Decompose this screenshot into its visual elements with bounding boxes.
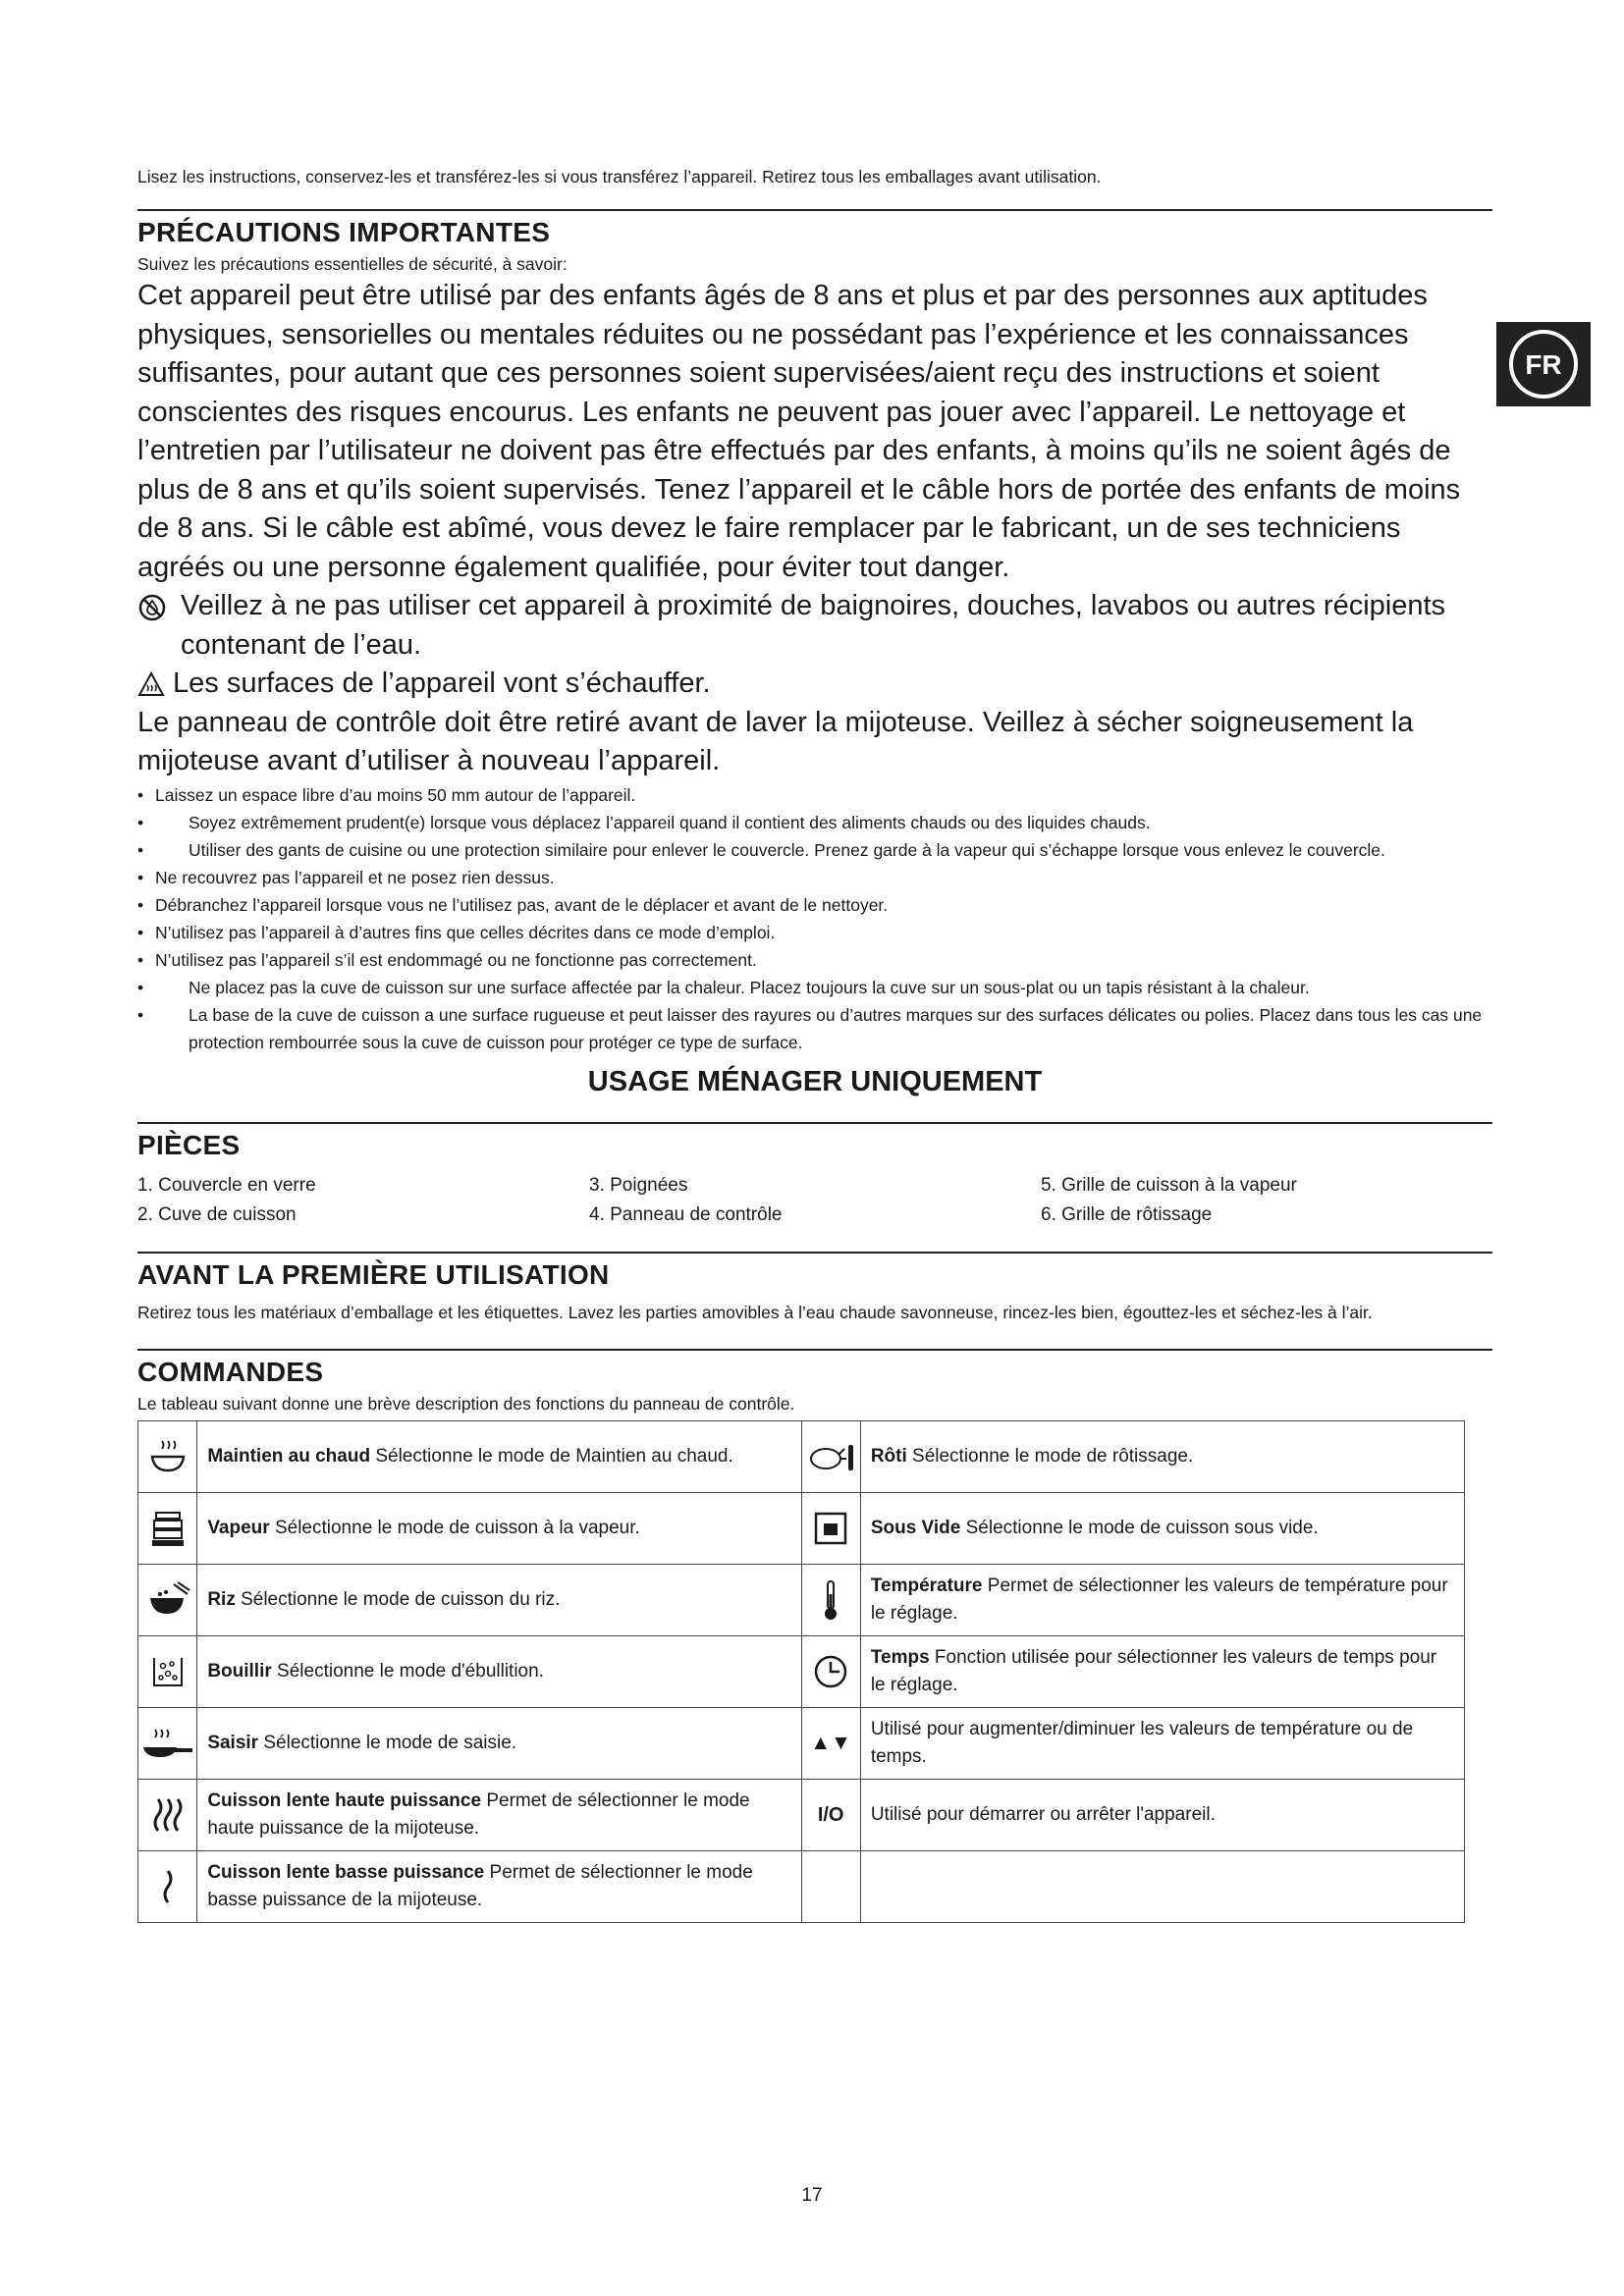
heat-high-icon <box>138 1779 197 1850</box>
panel-note: Le panneau de contrôle doit être retiré avant de laver la mijoteuse. Veillez à sécher soigneusement la mijoteuse avant d’utiliser à nouveau l’appareil. <box>137 706 1414 776</box>
household-use-heading: USAGE MÉNAGER UNIQUEMENT <box>587 1065 1043 1097</box>
part-item: 4. Panneau de contrôle <box>589 1203 783 1225</box>
control-description: Vapeur Sélectionne le mode de cuisson à la vapeur. <box>197 1492 801 1564</box>
list-item: • Soyez extrêmement prudent(e) lorsque vous déplacez l’appareil quand il contient des aliments chauds ou des liquides chauds. <box>137 809 1492 836</box>
heat-low-icon <box>138 1850 197 1922</box>
list-item: • N’utilisez pas l’appareil à d’autres fins que celles décrites dans ce mode d’emploi. <box>137 919 1492 946</box>
control-description: Cuisson lente haute puissance Permet de sélectionner le mode haute puissance de la mijoteuse. <box>197 1779 801 1850</box>
intro-text: Lisez les instructions, conservez-les et transférez-les si vous transférez l’appareil. Retirez tous les emballages avant utilisation. <box>137 167 1102 187</box>
control-description: Temps Fonction utilisée pour sélectionner les valeurs de temps pour le réglage. <box>860 1635 1464 1707</box>
avant-text: Retirez tous les matériaux d’emballage et les étiquettes. Lavez les parties amovibles à l’eau chaude savonneuse, rincez-les bien, égouttez-les et séchez-les à l’air. <box>137 1302 1373 1322</box>
precautions-list <box>137 781 1492 1056</box>
precautions-subtitle: Suivez les précautions essentielles de sécurité, à savoir: <box>137 254 568 274</box>
list-item: • La base de la cuve de cuisson a une surface rugueuse et peut laisser des rayures ou d’autres marques sur des surfaces délicates ou polies. Placez dans tous les cas une protection rembourrée sous la cuve de cuisson pour protéger ce type de surface. <box>137 1001 1492 1056</box>
table-row <box>138 1420 1465 1492</box>
control-description: Utilisé pour augmenter/diminuer les valeurs de température ou de temps. <box>860 1707 1464 1779</box>
control-description: Cuisson lente basse puissance Permet de sélectionner le mode basse puissance de la mijoteuse. <box>197 1850 801 1922</box>
part-item: 5. Grille de cuisson à la vapeur <box>1041 1174 1297 1196</box>
control-description: Bouillir Sélectionne le mode d'ébullition. <box>197 1635 801 1707</box>
water-warning-text: Veillez à ne pas utiliser cet appareil à proximité de baignoires, douches, lavabos ou autres récipients contenant de l’eau. <box>181 590 1446 661</box>
list-item: • Utiliser des gants de cuisine ou une protection similaire pour enlever le couvercle. Prenez garde à la vapeur qui s’échappe lorsque vous enlevez le couvercle. <box>137 836 1492 864</box>
pieces-title: PIÈCES <box>137 1122 1492 1161</box>
boil-icon <box>138 1635 197 1707</box>
controls-table <box>137 1420 1465 1923</box>
empty-cell <box>860 1850 1464 1922</box>
clock-icon <box>801 1635 860 1707</box>
page-number: 17 <box>801 2185 823 2206</box>
part-item: 1. Couvercle en verre <box>137 1174 316 1196</box>
commandes-subtitle: Le tableau suivant donne une brève description des fonctions du panneau de contrôle. <box>137 1393 795 1414</box>
control-description: Saisir Sélectionne le mode de saisie. <box>197 1707 801 1779</box>
control-description: Maintien au chaud Sélectionne le mode de Maintien au chaud. <box>197 1420 801 1492</box>
table-row <box>138 1707 1465 1779</box>
fr-circle-icon <box>1507 328 1580 400</box>
avant-title: AVANT LA PREMIÈRE UTILISATION <box>137 1252 1492 1291</box>
part-item: 6. Grille de rôtissage <box>1041 1203 1213 1225</box>
power-icon: I/O <box>801 1779 860 1850</box>
document-page <box>137 167 1492 1923</box>
table-row <box>138 1564 1465 1635</box>
badge-text: FR <box>1525 349 1562 380</box>
part-item: 2. Cuve de cuisson <box>137 1203 297 1225</box>
no-water-icon <box>137 587 181 622</box>
hot-warning-text: Les surfaces de l’appareil vont s’échauffer. <box>173 667 711 699</box>
water-warning <box>137 587 1492 665</box>
list-item: • Débranchez l’appareil lorsque vous ne l’utilisez pas, avant de le déplacer et avant de le nettoyer. <box>137 891 1492 919</box>
roast-icon <box>801 1420 860 1492</box>
table-row <box>138 1492 1465 1564</box>
control-description: Rôti Sélectionne le mode de rôtissage. <box>860 1420 1464 1492</box>
list-item: • Ne placez pas la cuve de cuisson sur une surface affectée par la chaleur. Placez toujours la cuve sur un sous-plat ou un tapis résistant à la chaleur. <box>137 974 1492 1001</box>
bowl-warm-icon <box>138 1420 197 1492</box>
commandes-title: COMMANDES <box>137 1349 1492 1388</box>
control-description: Sous Vide Sélectionne le mode de cuisson sous vide. <box>860 1492 1464 1564</box>
table-row <box>138 1850 1465 1922</box>
rice-bowl-icon <box>138 1564 197 1635</box>
pan-icon <box>138 1707 197 1779</box>
parts-list <box>137 1171 1492 1230</box>
steamer-icon <box>138 1492 197 1564</box>
list-item: • Laissez un espace libre d’au moins 50 mm autour de l’appareil. <box>137 781 1492 809</box>
hot-surface-icon <box>137 665 173 697</box>
control-description: Riz Sélectionne le mode de cuisson du riz. <box>197 1564 801 1635</box>
precautions-title: PRÉCAUTIONS IMPORTANTES <box>137 209 1492 248</box>
precautions-paragraph: Cet appareil peut être utilisé par des enfants âgés de 8 ans et plus et par des personnes aux aptitudes physiques, sensorielles ou mentales réduites ou ne possédant pas l’expérience et les connaissances suffisantes, pour autant que ces personnes soient supervisées/aient reçu des instructions et soient conscientes des risques encourus. Les enfants ne peuvent pas jouer avec l’appareil. Le nettoyage et l’entretien par l’utilisateur ne doivent pas être effectués par des enfants, à moins qu’ils ne soient âgés de plus de 8 ans et qu’ils soient supervisés. Tenez l’appareil et le câble hors de portée des enfants de moins de 8 ans. Si le câble est abîmé, vous devez le faire remplacer par le fabricant, un de ses techniciens agréés ou une personne également qualifiée, pour éviter tout danger. <box>137 280 1461 583</box>
empty-cell <box>801 1850 860 1922</box>
up-down-icon: ▲▼ <box>801 1707 860 1779</box>
hot-warning <box>137 665 1492 704</box>
part-item: 3. Poignées <box>589 1174 688 1196</box>
control-description: Température Permet de sélectionner les valeurs de température pour le réglage. <box>860 1564 1464 1635</box>
table-row <box>138 1779 1465 1850</box>
language-badge <box>1496 322 1591 406</box>
table-row <box>138 1635 1465 1707</box>
thermometer-icon <box>801 1564 860 1635</box>
sous-vide-icon <box>801 1492 860 1564</box>
list-item: • Ne recouvrez pas l’appareil et ne posez rien dessus. <box>137 864 1492 891</box>
list-item: • N’utilisez pas l’appareil s’il est endommagé ou ne fonctionne pas correctement. <box>137 946 1492 974</box>
control-description: Utilisé pour démarrer ou arrêter l'appareil. <box>860 1779 1464 1850</box>
